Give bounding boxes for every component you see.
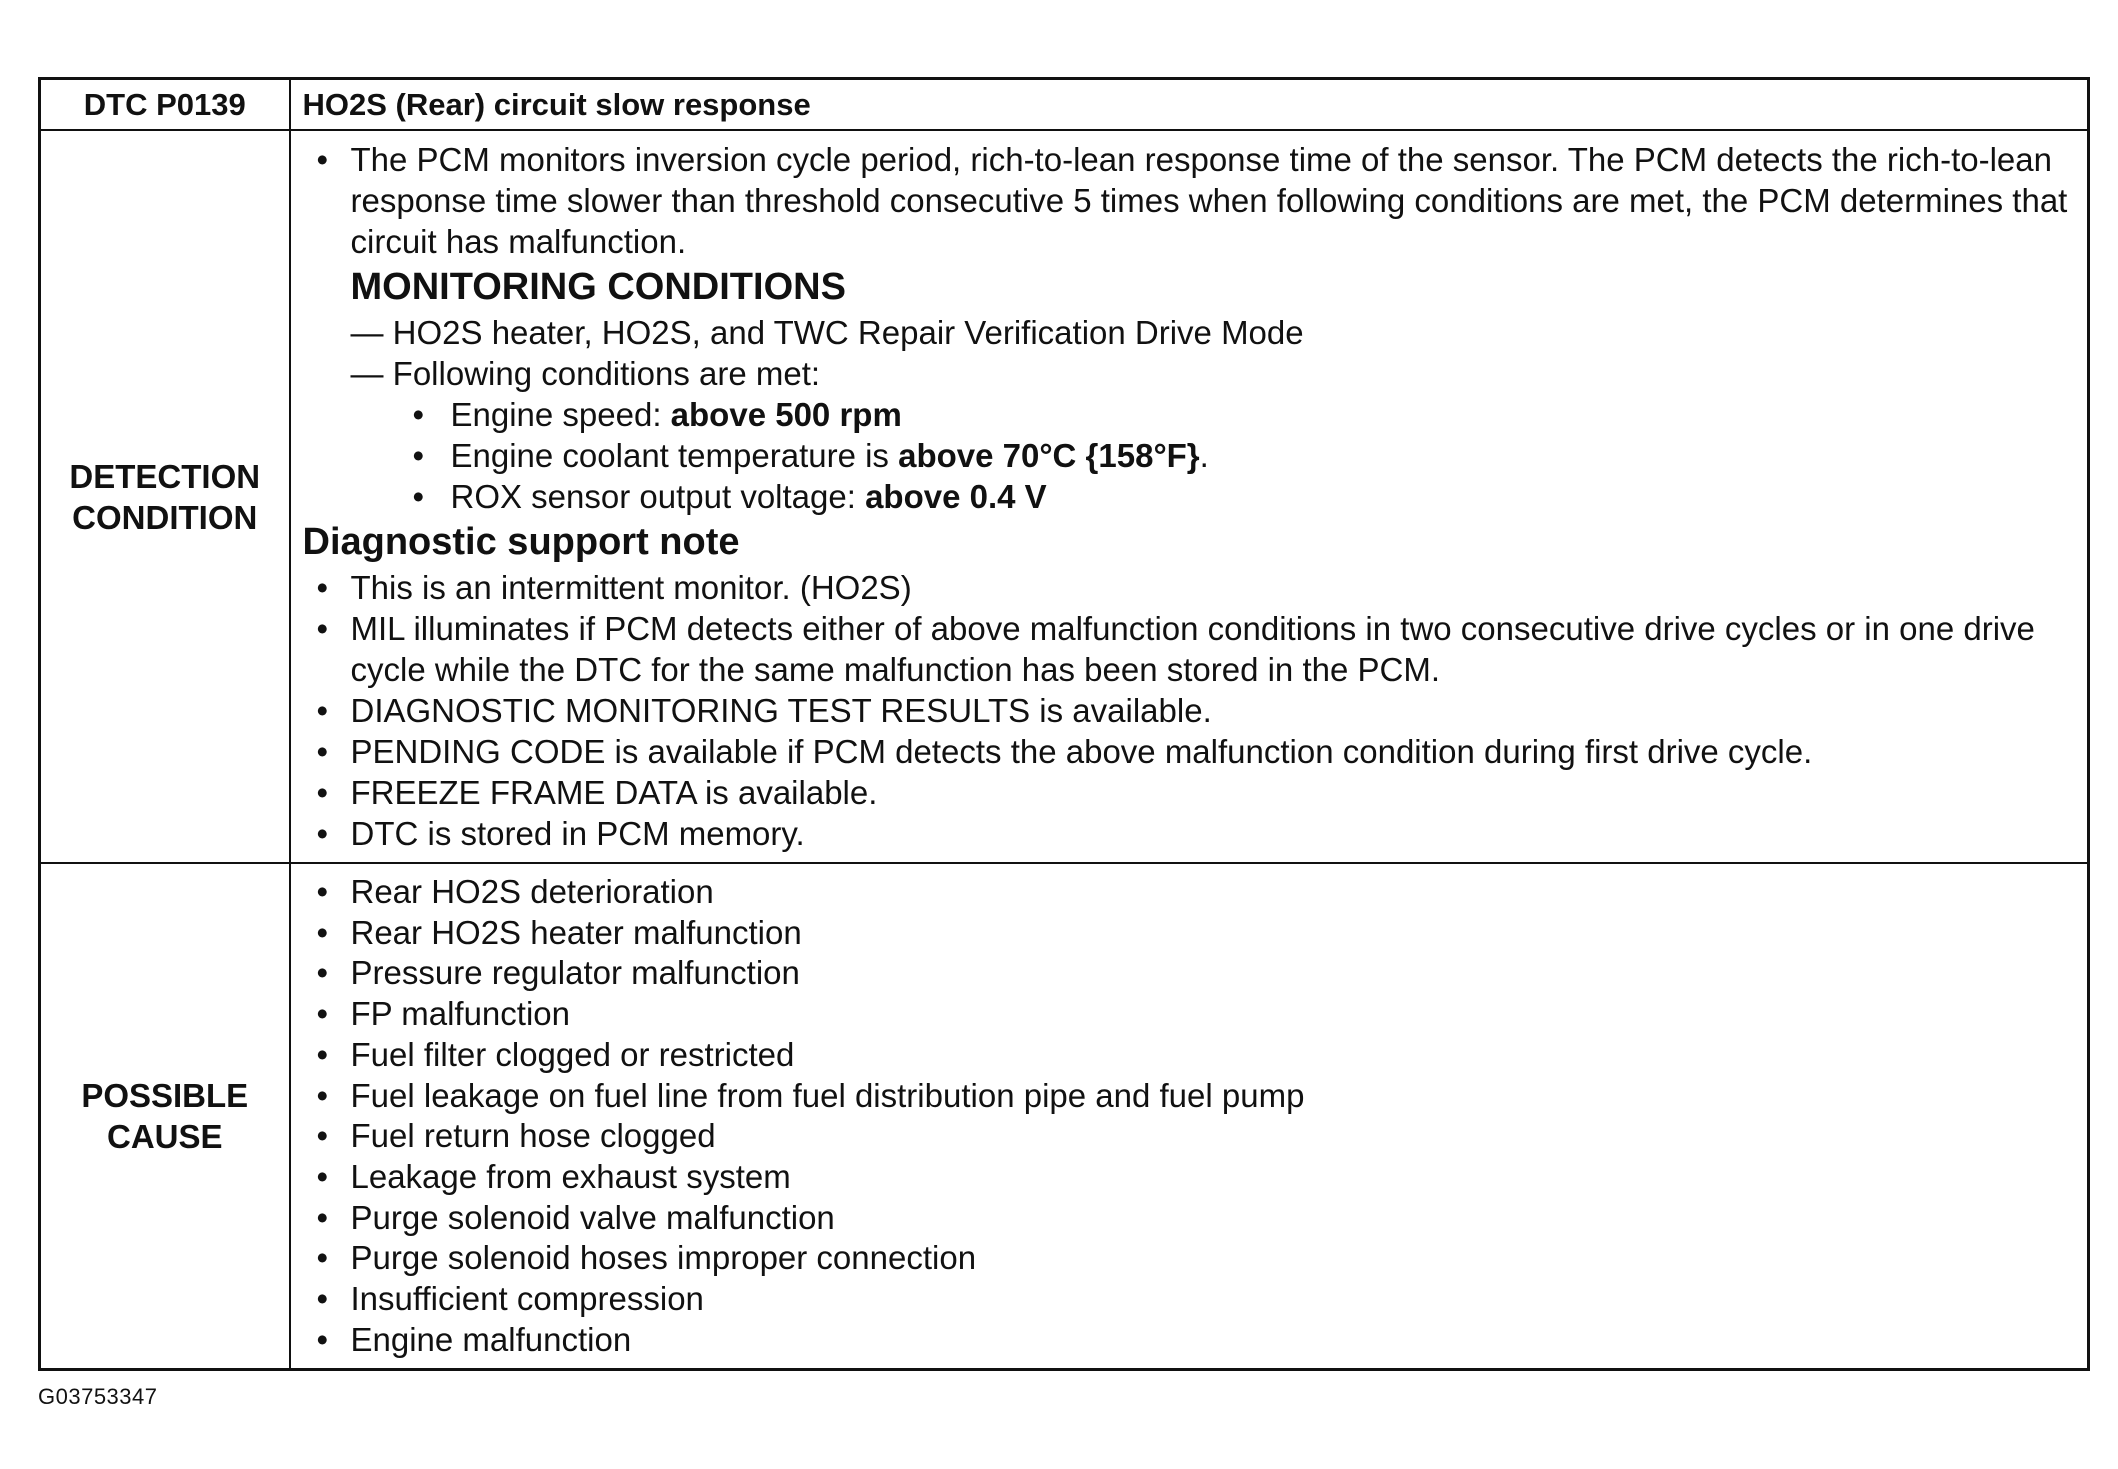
dtc-table (38, 77, 2090, 1371)
note-item: • PENDING CODE is available if PCM detects the above malfunction condition during first drive cycle. (303, 731, 2072, 772)
cause-item: • Purge solenoid valve malfunction (303, 1198, 2072, 1239)
condition-suffix: . (1199, 437, 1209, 474)
note-item: • MIL illuminates if PCM detects either of above malfunction conditions in two consecutive drive cycles or in one drive cycle while the DTC for the same malfunction has been stored in the PCM. (303, 608, 2072, 690)
dash-item (351, 312, 2072, 353)
note-item: • FREEZE FRAME DATA is available. (303, 772, 2072, 813)
detection-label-line2: CONDITION (72, 498, 258, 536)
cause-item: • Fuel return hose clogged (303, 1116, 2072, 1157)
possible-cause-label (40, 863, 290, 1370)
cause-item: • Rear HO2S deterioration (303, 872, 2072, 913)
detection-label (40, 130, 290, 863)
detection-label-line1: DETECTION (69, 457, 261, 495)
detection-row (40, 130, 2089, 863)
condition-value: above 0.4 V (865, 478, 1047, 515)
possible-cause-row (40, 863, 2089, 1370)
detection-body (290, 130, 2089, 863)
cause-item: • Purge solenoid hoses improper connection (303, 1238, 2072, 1279)
dtc-title: HO2S (Rear) circuit slow response (290, 79, 2089, 131)
possible-cause-label-line2: CAUSE (106, 1118, 223, 1156)
header-row (40, 79, 2089, 131)
condition-prefix: Engine coolant temperature is (450, 437, 899, 474)
possible-cause-label-line1: POSSIBLE (81, 1077, 249, 1115)
condition-item (399, 394, 2072, 435)
note-item: • DTC is stored in PCM memory. (303, 813, 2072, 854)
dash-item (351, 353, 2072, 394)
condition-value: above 500 rpm (670, 396, 902, 433)
diagnostic-heading: Diagnostic support note (302, 521, 740, 563)
cause-item: • FP malfunction (303, 994, 2072, 1035)
condition-value: above 70°C {158°F} (898, 437, 1200, 474)
cause-item: • Leakage from exhaust system (303, 1157, 2072, 1198)
condition-item (399, 476, 2072, 517)
cause-item: • Pressure regulator malfunction (303, 953, 2072, 994)
dtc-code: DTC P0139 (40, 79, 290, 131)
note-item: • This is an intermittent monitor. (HO2S) (303, 567, 2072, 608)
detection-intro: • The PCM monitors inversion cycle period, rich-to-lean response time of the sensor. The PCM detects the rich-to-lean response time slower than threshold consecutive 5 times when following conditions are met, the PCM determines that circuit has malfunction. (303, 139, 2072, 262)
dash-item-text: HO2S heater, HO2S, and TWC Repair Verification Drive Mode (392, 314, 1304, 351)
condition-item (399, 435, 2072, 476)
condition-prefix: Engine speed: (450, 396, 671, 433)
cause-item: • Rear HO2S heater malfunction (303, 913, 2072, 954)
cause-item: • Fuel leakage on fuel line from fuel distribution pipe and fuel pump (303, 1076, 2072, 1117)
cause-item: • Insufficient compression (303, 1279, 2072, 1320)
cause-item: • Fuel filter clogged or restricted (303, 1035, 2072, 1076)
cause-item: • Engine malfunction (303, 1320, 2072, 1361)
dash-item-text: Following conditions are met: (392, 355, 821, 392)
note-item: • DIAGNOSTIC MONITORING TEST RESULTS is available. (303, 690, 2072, 731)
condition-prefix: ROX sensor output voltage: (450, 478, 866, 515)
possible-cause-body (290, 863, 2089, 1370)
figure-id: G03753347 (38, 1384, 158, 1409)
monitoring-heading: MONITORING CONDITIONS (350, 266, 846, 308)
